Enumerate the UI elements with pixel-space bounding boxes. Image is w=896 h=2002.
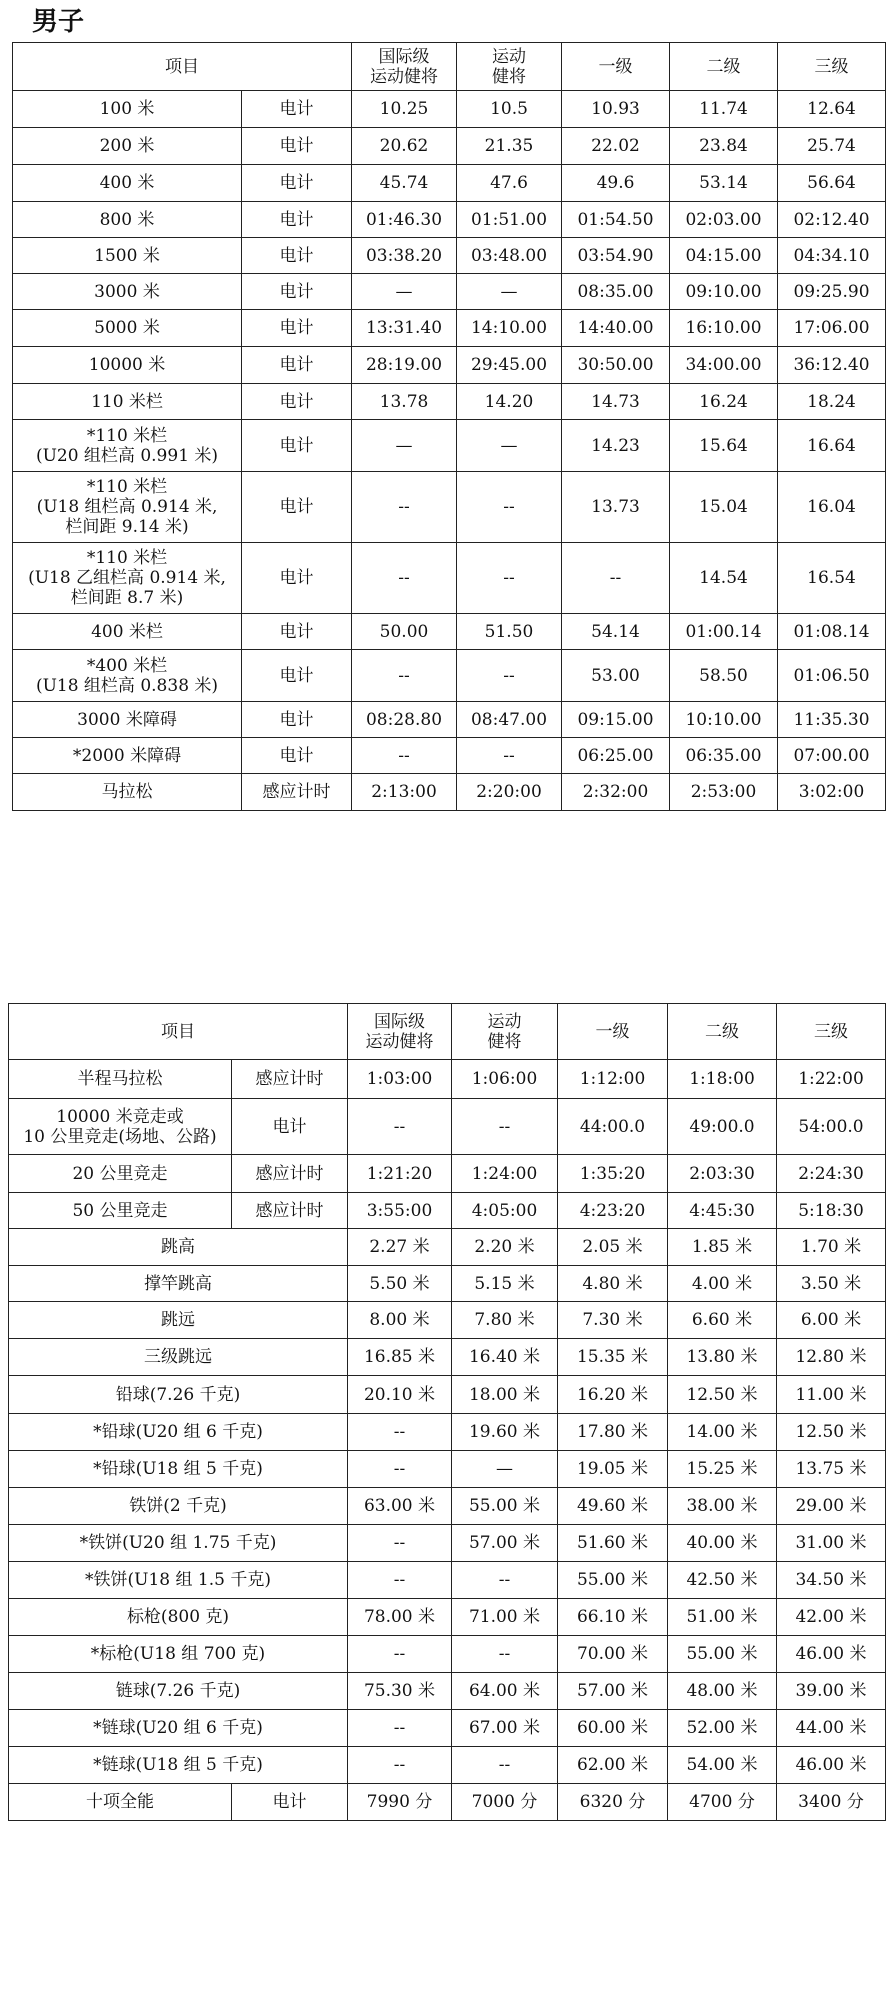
table-row bbox=[13, 543, 886, 614]
standard-value: 08:47.00 bbox=[457, 702, 562, 738]
standard-value: 1:22:00 bbox=[777, 1060, 886, 1099]
standard-value: -- bbox=[452, 1747, 558, 1784]
standard-value: 49.60 米 bbox=[558, 1488, 668, 1525]
standard-value: 13:31.40 bbox=[352, 310, 457, 347]
standard-value: 4.00 米 bbox=[668, 1266, 777, 1302]
standard-value: 2.05 米 bbox=[558, 1229, 668, 1266]
standard-value: -- bbox=[452, 1636, 558, 1673]
event-name: 400 米栏 bbox=[13, 614, 242, 650]
timing-method: 电计 bbox=[242, 310, 352, 347]
standard-value: 07:00.00 bbox=[778, 738, 886, 774]
standard-value: 55.00 米 bbox=[668, 1636, 777, 1673]
event-name: 200 米 bbox=[13, 128, 242, 165]
table-row bbox=[9, 1155, 886, 1193]
event-name: *110 米栏 (U18 组栏高 0.914 米, 栏间距 9.14 米) bbox=[13, 472, 242, 543]
event-name: *链球(U18 组 5 千克) bbox=[9, 1747, 348, 1784]
standard-value: 12.50 米 bbox=[777, 1414, 886, 1451]
standard-value: 21.35 bbox=[457, 128, 562, 165]
header-level: 二级 bbox=[668, 1004, 777, 1060]
standard-value: 44:00.0 bbox=[558, 1099, 668, 1155]
table-row bbox=[13, 165, 886, 202]
standard-value: — bbox=[457, 420, 562, 472]
standard-value: 16.64 bbox=[778, 420, 886, 472]
standard-value: 19.05 米 bbox=[558, 1451, 668, 1488]
standard-value: 54.14 bbox=[562, 614, 670, 650]
standard-value: 34:00.00 bbox=[670, 347, 778, 384]
timing-method: 电计 bbox=[242, 274, 352, 310]
standard-value: 16.54 bbox=[778, 543, 886, 614]
event-name: *110 米栏 (U18 乙组栏高 0.914 米, 栏间距 8.7 米) bbox=[13, 543, 242, 614]
standard-value: -- bbox=[348, 1710, 452, 1747]
standard-value: 1:03:00 bbox=[348, 1060, 452, 1099]
standard-value: 6.60 米 bbox=[668, 1302, 777, 1339]
standards-table-track bbox=[12, 42, 886, 811]
event-name: *链球(U20 组 6 千克) bbox=[9, 1710, 348, 1747]
table-row bbox=[13, 738, 886, 774]
standard-value: 64.00 米 bbox=[452, 1673, 558, 1710]
event-name: *110 米栏 (U20 组栏高 0.991 米) bbox=[13, 420, 242, 472]
table-row bbox=[13, 274, 886, 310]
standard-value: 57.00 米 bbox=[452, 1525, 558, 1562]
standard-value: 2.20 米 bbox=[452, 1229, 558, 1266]
standard-value: 01:00.14 bbox=[670, 614, 778, 650]
event-name: 5000 米 bbox=[13, 310, 242, 347]
event-name: *铅球(U20 组 6 千克) bbox=[9, 1414, 348, 1451]
standard-value: 03:54.90 bbox=[562, 238, 670, 274]
standard-value: 52.00 米 bbox=[668, 1710, 777, 1747]
standard-value: 42.00 米 bbox=[777, 1599, 886, 1636]
standard-value: 02:03.00 bbox=[670, 202, 778, 238]
standard-value: 20.62 bbox=[352, 128, 457, 165]
event-name: 100 米 bbox=[13, 91, 242, 128]
standard-value: -- bbox=[348, 1414, 452, 1451]
standard-value: 51.00 米 bbox=[668, 1599, 777, 1636]
standard-value: 34.50 米 bbox=[777, 1562, 886, 1599]
timing-method: 电计 bbox=[242, 420, 352, 472]
standard-value: -- bbox=[348, 1562, 452, 1599]
standard-value: 67.00 米 bbox=[452, 1710, 558, 1747]
standard-value: -- bbox=[457, 472, 562, 543]
event-name: 铅球(7.26 千克) bbox=[9, 1376, 348, 1414]
standard-value: 3400 分 bbox=[777, 1784, 886, 1821]
event-name: 铁饼(2 千克) bbox=[9, 1488, 348, 1525]
standard-value: 2:32:00 bbox=[562, 774, 670, 811]
timing-method: 电计 bbox=[242, 165, 352, 202]
standard-value: 7.30 米 bbox=[558, 1302, 668, 1339]
standard-value: 11:35.30 bbox=[778, 702, 886, 738]
standard-value: — bbox=[452, 1451, 558, 1488]
event-name: 马拉松 bbox=[13, 774, 242, 811]
standard-value: 09:25.90 bbox=[778, 274, 886, 310]
standard-value: 15.25 米 bbox=[668, 1451, 777, 1488]
standard-value: 71.00 米 bbox=[452, 1599, 558, 1636]
standard-value: 17:06.00 bbox=[778, 310, 886, 347]
standard-value: 70.00 米 bbox=[558, 1636, 668, 1673]
timing-method: 电计 bbox=[232, 1099, 348, 1155]
standard-value: 3:02:00 bbox=[778, 774, 886, 811]
standard-value: 1:35:20 bbox=[558, 1155, 668, 1193]
standard-value: 2:03:30 bbox=[668, 1155, 777, 1193]
standard-value: 10.5 bbox=[457, 91, 562, 128]
standard-value: -- bbox=[457, 738, 562, 774]
standard-value: 4:05:00 bbox=[452, 1193, 558, 1229]
timing-method: 电计 bbox=[242, 347, 352, 384]
standard-value: 45.74 bbox=[352, 165, 457, 202]
event-name: 十项全能 bbox=[9, 1784, 232, 1821]
table-row bbox=[13, 128, 886, 165]
standard-value: 2:13:00 bbox=[352, 774, 457, 811]
standard-value: 06:25.00 bbox=[562, 738, 670, 774]
standard-value: 12.64 bbox=[778, 91, 886, 128]
standard-value: 12.80 米 bbox=[777, 1339, 886, 1376]
standard-value: 10:10.00 bbox=[670, 702, 778, 738]
standard-value: 25.74 bbox=[778, 128, 886, 165]
table-row bbox=[9, 1099, 886, 1155]
event-name: 50 公里竞走 bbox=[9, 1193, 232, 1229]
standard-value: -- bbox=[452, 1562, 558, 1599]
standard-value: -- bbox=[348, 1451, 452, 1488]
standard-value: 01:46.30 bbox=[352, 202, 457, 238]
header-level: 三级 bbox=[777, 1004, 886, 1060]
timing-method: 感应计时 bbox=[242, 774, 352, 811]
standard-value: 53.14 bbox=[670, 165, 778, 202]
standard-value: 14:10.00 bbox=[457, 310, 562, 347]
standard-value: 7990 分 bbox=[348, 1784, 452, 1821]
header-event: 项目 bbox=[13, 43, 352, 91]
standard-value: 7000 分 bbox=[452, 1784, 558, 1821]
header-row bbox=[13, 43, 886, 91]
timing-method: 电计 bbox=[242, 702, 352, 738]
standard-value: 09:10.00 bbox=[670, 274, 778, 310]
standard-value: 14.54 bbox=[670, 543, 778, 614]
standard-value: 42.50 米 bbox=[668, 1562, 777, 1599]
standard-value: 13.80 米 bbox=[668, 1339, 777, 1376]
standard-value: 15.35 米 bbox=[558, 1339, 668, 1376]
standard-value: 5.15 米 bbox=[452, 1266, 558, 1302]
standard-value: 1:24:00 bbox=[452, 1155, 558, 1193]
event-name: 半程马拉松 bbox=[9, 1060, 232, 1099]
timing-method: 电计 bbox=[242, 614, 352, 650]
table-row bbox=[13, 384, 886, 420]
standard-value: 75.30 米 bbox=[348, 1673, 452, 1710]
timing-method: 电计 bbox=[242, 543, 352, 614]
standard-value: 49:00.0 bbox=[668, 1099, 777, 1155]
timing-method: 电计 bbox=[242, 202, 352, 238]
timing-method: 感应计时 bbox=[232, 1155, 348, 1193]
standard-value: -- bbox=[348, 1099, 452, 1155]
standard-value: 14.20 bbox=[457, 384, 562, 420]
timing-method: 电计 bbox=[232, 1784, 348, 1821]
standard-value: 2:24:30 bbox=[777, 1155, 886, 1193]
table-row bbox=[9, 1414, 886, 1451]
standard-value: 09:15.00 bbox=[562, 702, 670, 738]
timing-method: 电计 bbox=[242, 738, 352, 774]
header-level: 国际级 运动健将 bbox=[348, 1004, 452, 1060]
standard-value: 16.85 米 bbox=[348, 1339, 452, 1376]
standard-value: 48.00 米 bbox=[668, 1673, 777, 1710]
timing-method: 电计 bbox=[242, 472, 352, 543]
event-name: 链球(7.26 千克) bbox=[9, 1673, 348, 1710]
page-heading: 男子 bbox=[32, 7, 85, 37]
standard-value: 12.50 米 bbox=[668, 1376, 777, 1414]
standard-value: 06:35.00 bbox=[670, 738, 778, 774]
table-row bbox=[9, 1673, 886, 1710]
standard-value: 54.00 米 bbox=[668, 1747, 777, 1784]
event-name: *铁饼(U18 组 1.5 千克) bbox=[9, 1562, 348, 1599]
standard-value: 2:20:00 bbox=[457, 774, 562, 811]
header-event: 项目 bbox=[9, 1004, 348, 1060]
standard-value: 18.00 米 bbox=[452, 1376, 558, 1414]
standard-value: 54:00.0 bbox=[777, 1099, 886, 1155]
header-level: 一级 bbox=[562, 43, 670, 91]
standard-value: 51.50 bbox=[457, 614, 562, 650]
table-row bbox=[9, 1376, 886, 1414]
standard-value: -- bbox=[352, 543, 457, 614]
standard-value: -- bbox=[348, 1747, 452, 1784]
standard-value: 16.40 米 bbox=[452, 1339, 558, 1376]
standard-value: 49.6 bbox=[562, 165, 670, 202]
table-row bbox=[13, 310, 886, 347]
event-name: 标枪(800 克) bbox=[9, 1599, 348, 1636]
table-row bbox=[13, 774, 886, 811]
event-name: 10000 米 bbox=[13, 347, 242, 384]
standard-value: 15.04 bbox=[670, 472, 778, 543]
standard-value: 13.73 bbox=[562, 472, 670, 543]
standard-value: 55.00 米 bbox=[452, 1488, 558, 1525]
standard-value: 23.84 bbox=[670, 128, 778, 165]
standard-value: 1:06:00 bbox=[452, 1060, 558, 1099]
standard-value: 14.23 bbox=[562, 420, 670, 472]
timing-method: 感应计时 bbox=[232, 1060, 348, 1099]
standard-value: 10.93 bbox=[562, 91, 670, 128]
standard-value: 8.00 米 bbox=[348, 1302, 452, 1339]
standard-value: — bbox=[352, 420, 457, 472]
standard-value: 08:28.80 bbox=[352, 702, 457, 738]
standard-value: 11.74 bbox=[670, 91, 778, 128]
event-name: 20 公里竞走 bbox=[9, 1155, 232, 1193]
standard-value: 78.00 米 bbox=[348, 1599, 452, 1636]
event-name: 1500 米 bbox=[13, 238, 242, 274]
standard-value: 18.24 bbox=[778, 384, 886, 420]
table-row bbox=[13, 91, 886, 128]
table-row bbox=[9, 1266, 886, 1302]
timing-method: 电计 bbox=[242, 384, 352, 420]
event-name: 跳高 bbox=[9, 1229, 348, 1266]
standard-value: 29.00 米 bbox=[777, 1488, 886, 1525]
standard-value: 1.85 米 bbox=[668, 1229, 777, 1266]
table-row bbox=[9, 1747, 886, 1784]
table-row bbox=[9, 1525, 886, 1562]
standard-value: 29:45.00 bbox=[457, 347, 562, 384]
standard-value: 31.00 米 bbox=[777, 1525, 886, 1562]
standard-value: 3:55:00 bbox=[348, 1193, 452, 1229]
table-row bbox=[9, 1710, 886, 1747]
standard-value: — bbox=[457, 274, 562, 310]
table-row bbox=[13, 702, 886, 738]
timing-method: 电计 bbox=[242, 650, 352, 702]
standard-value: 14.00 米 bbox=[668, 1414, 777, 1451]
standard-value: 02:12.40 bbox=[778, 202, 886, 238]
standard-value: 60.00 米 bbox=[558, 1710, 668, 1747]
standard-value: 7.80 米 bbox=[452, 1302, 558, 1339]
table-row bbox=[9, 1562, 886, 1599]
standard-value: 6320 分 bbox=[558, 1784, 668, 1821]
event-name: 撑竿跳高 bbox=[9, 1266, 348, 1302]
table-row bbox=[9, 1599, 886, 1636]
header-level: 国际级 运动健将 bbox=[352, 43, 457, 91]
standard-value: 57.00 米 bbox=[558, 1673, 668, 1710]
standard-value: 30:50.00 bbox=[562, 347, 670, 384]
standard-value: 46.00 米 bbox=[777, 1636, 886, 1673]
event-name: 3000 米 bbox=[13, 274, 242, 310]
standard-value: 08:35.00 bbox=[562, 274, 670, 310]
standard-value: 17.80 米 bbox=[558, 1414, 668, 1451]
table-row bbox=[9, 1636, 886, 1673]
standard-value: 47.6 bbox=[457, 165, 562, 202]
timing-method: 电计 bbox=[242, 91, 352, 128]
standard-value: 28:19.00 bbox=[352, 347, 457, 384]
standard-value: -- bbox=[352, 472, 457, 543]
standard-value: 16:10.00 bbox=[670, 310, 778, 347]
standard-value: 13.75 米 bbox=[777, 1451, 886, 1488]
standard-value: 2.27 米 bbox=[348, 1229, 452, 1266]
standard-value: -- bbox=[352, 738, 457, 774]
table-row bbox=[13, 614, 886, 650]
table-row bbox=[13, 420, 886, 472]
header-level: 运动 健将 bbox=[452, 1004, 558, 1060]
event-name: 800 米 bbox=[13, 202, 242, 238]
table-row bbox=[9, 1784, 886, 1821]
standard-value: 16.24 bbox=[670, 384, 778, 420]
table-row bbox=[9, 1488, 886, 1525]
standard-value: 1.70 米 bbox=[777, 1229, 886, 1266]
table-row bbox=[9, 1302, 886, 1339]
event-name: *标枪(U18 组 700 克) bbox=[9, 1636, 348, 1673]
standard-value: -- bbox=[348, 1525, 452, 1562]
event-name: 400 米 bbox=[13, 165, 242, 202]
standard-value: 4:45:30 bbox=[668, 1193, 777, 1229]
header-row bbox=[9, 1004, 886, 1060]
standard-value: -- bbox=[562, 543, 670, 614]
standard-value: 2:53:00 bbox=[670, 774, 778, 811]
standard-value: -- bbox=[457, 543, 562, 614]
standard-value: 19.60 米 bbox=[452, 1414, 558, 1451]
standard-value: 4:23:20 bbox=[558, 1193, 668, 1229]
event-name: 3000 米障碍 bbox=[13, 702, 242, 738]
standard-value: 04:15.00 bbox=[670, 238, 778, 274]
standard-value: 22.02 bbox=[562, 128, 670, 165]
standard-value: 3.50 米 bbox=[777, 1266, 886, 1302]
standard-value: 53.00 bbox=[562, 650, 670, 702]
standard-value: 36:12.40 bbox=[778, 347, 886, 384]
event-name: *铁饼(U20 组 1.75 千克) bbox=[9, 1525, 348, 1562]
standard-value: 1:18:00 bbox=[668, 1060, 777, 1099]
standard-value: 10.25 bbox=[352, 91, 457, 128]
standard-value: 16.20 米 bbox=[558, 1376, 668, 1414]
standard-value: 50.00 bbox=[352, 614, 457, 650]
table-row bbox=[13, 472, 886, 543]
event-name: 110 米栏 bbox=[13, 384, 242, 420]
standard-value: 14:40.00 bbox=[562, 310, 670, 347]
standard-value: 6.00 米 bbox=[777, 1302, 886, 1339]
standard-value: 01:54.50 bbox=[562, 202, 670, 238]
timing-method: 感应计时 bbox=[232, 1193, 348, 1229]
standard-value: 03:48.00 bbox=[457, 238, 562, 274]
standard-value: 66.10 米 bbox=[558, 1599, 668, 1636]
table-row bbox=[13, 202, 886, 238]
standard-value: 56.64 bbox=[778, 165, 886, 202]
event-name: *2000 米障碍 bbox=[13, 738, 242, 774]
standard-value: -- bbox=[348, 1636, 452, 1673]
standard-value: 4.80 米 bbox=[558, 1266, 668, 1302]
header-level: 三级 bbox=[778, 43, 886, 91]
table-row bbox=[9, 1339, 886, 1376]
standard-value: -- bbox=[457, 650, 562, 702]
standard-value: 1:12:00 bbox=[558, 1060, 668, 1099]
standard-value: 46.00 米 bbox=[777, 1747, 886, 1784]
event-name: *400 米栏 (U18 组栏高 0.838 米) bbox=[13, 650, 242, 702]
standards-table-field bbox=[8, 1003, 886, 1821]
standard-value: 13.78 bbox=[352, 384, 457, 420]
standard-value: 16.04 bbox=[778, 472, 886, 543]
standard-value: -- bbox=[452, 1099, 558, 1155]
standard-value: 39.00 米 bbox=[777, 1673, 886, 1710]
standard-value: 01:06.50 bbox=[778, 650, 886, 702]
table-row bbox=[9, 1060, 886, 1099]
standard-value: 15.64 bbox=[670, 420, 778, 472]
event-name: 10000 米竞走或 10 公里竞走(场地、公路) bbox=[9, 1099, 232, 1155]
table-row bbox=[13, 347, 886, 384]
table-row bbox=[9, 1229, 886, 1266]
standard-value: 04:34.10 bbox=[778, 238, 886, 274]
standard-value: 63.00 米 bbox=[348, 1488, 452, 1525]
standard-value: 01:08.14 bbox=[778, 614, 886, 650]
standard-value: 51.60 米 bbox=[558, 1525, 668, 1562]
header-level: 运动 健将 bbox=[457, 43, 562, 91]
header-level: 一级 bbox=[558, 1004, 668, 1060]
event-name: *铅球(U18 组 5 千克) bbox=[9, 1451, 348, 1488]
standard-value: -- bbox=[352, 650, 457, 702]
header-level: 二级 bbox=[670, 43, 778, 91]
standard-value: 44.00 米 bbox=[777, 1710, 886, 1747]
standard-value: 01:51.00 bbox=[457, 202, 562, 238]
standard-value: 11.00 米 bbox=[777, 1376, 886, 1414]
event-name: 三级跳远 bbox=[9, 1339, 348, 1376]
standard-value: 14.73 bbox=[562, 384, 670, 420]
standard-value: — bbox=[352, 274, 457, 310]
table-row bbox=[9, 1451, 886, 1488]
standard-value: 20.10 米 bbox=[348, 1376, 452, 1414]
standard-value: 1:21:20 bbox=[348, 1155, 452, 1193]
standard-value: 5:18:30 bbox=[777, 1193, 886, 1229]
standard-value: 4700 分 bbox=[668, 1784, 777, 1821]
event-name: 跳远 bbox=[9, 1302, 348, 1339]
timing-method: 电计 bbox=[242, 128, 352, 165]
standard-value: 55.00 米 bbox=[558, 1562, 668, 1599]
standard-value: 38.00 米 bbox=[668, 1488, 777, 1525]
table-row bbox=[9, 1193, 886, 1229]
standard-value: 40.00 米 bbox=[668, 1525, 777, 1562]
standard-value: 62.00 米 bbox=[558, 1747, 668, 1784]
standard-value: 03:38.20 bbox=[352, 238, 457, 274]
table-row bbox=[13, 650, 886, 702]
table-row bbox=[13, 238, 886, 274]
timing-method: 电计 bbox=[242, 238, 352, 274]
standard-value: 5.50 米 bbox=[348, 1266, 452, 1302]
standard-value: 58.50 bbox=[670, 650, 778, 702]
